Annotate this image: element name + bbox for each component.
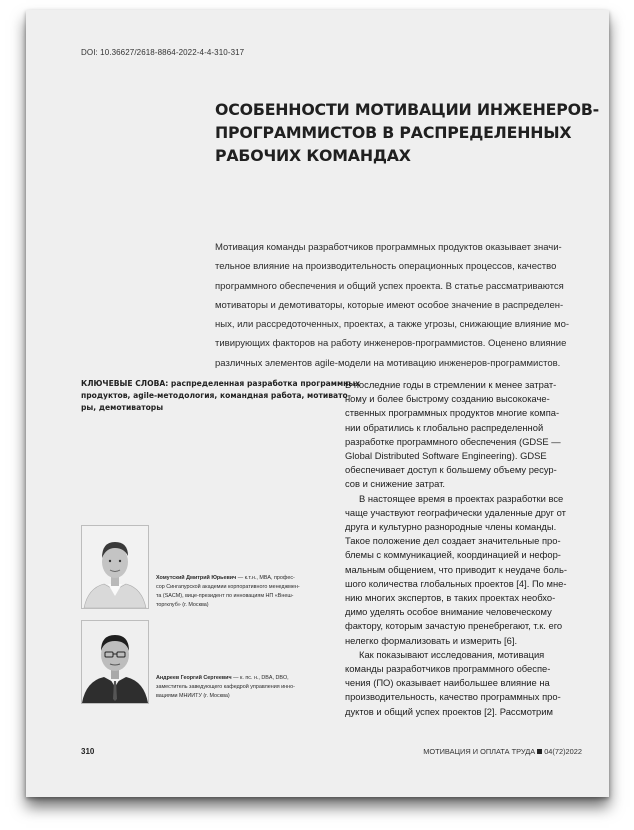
- page-number: 310: [81, 747, 95, 756]
- body-line: чения (ПО) оказывает наибольшее влияние на: [345, 677, 550, 689]
- body-line: В последние годы в стремлении к менее затрат-: [345, 379, 557, 390]
- abstract-line: мотиваторы и демотиваторы, которые имеют особое значение в распределен-: [215, 299, 564, 311]
- body-line: команды разработчиков программного обеспе-: [345, 663, 551, 675]
- author-photo: [81, 620, 149, 704]
- abstract: [215, 238, 585, 373]
- abstract-line: программного обеспечения и общий успех проекта. В статье рассматриваются: [215, 280, 564, 292]
- body-line: сов и снижение затрат.: [345, 478, 445, 490]
- journal-name: МОТИВАЦИЯ И ОПЛАТА ТРУДА: [423, 747, 536, 756]
- body-line: разработке программного обеспечения (GDSE —: [345, 435, 561, 447]
- body-line: дуктов и общий успех проектов [2]. Рассмотрим: [345, 705, 553, 717]
- author-detail: та (SACM), вице-президент по инновациям НП «Внеш-: [156, 593, 294, 599]
- author-name: Андреев Георгий Сергеевич: [156, 675, 232, 681]
- body-line: Как показывают исследования, мотивация: [359, 648, 545, 660]
- body-line: Global Distributed Software Engineering). GDSE: [345, 450, 547, 462]
- body-line: обеспечивает доступ к большему объему ресур-: [345, 464, 557, 476]
- body-line: нелегко формализовать и измерить [6].: [345, 634, 518, 646]
- author-portrait-icon: [82, 621, 148, 703]
- author-name: Хомутский Дмитрий Юрьевич: [156, 575, 237, 581]
- body-line: чаще участвуют географически удаленные друг от: [345, 506, 566, 518]
- title-line: ОСОБЕННОСТИ МОТИВАЦИИ ИНЖЕНЕРОВ-: [215, 100, 600, 119]
- doi: DOI: 10.36627/2618-8864-2022-4-4-310-317: [81, 48, 245, 57]
- square-icon: [537, 749, 542, 754]
- body-line: нии обратились к глобально распределенной: [345, 421, 544, 433]
- author-info: [156, 674, 336, 701]
- body-line: производительность, качество программных про-: [345, 691, 561, 703]
- abstract-line: тивирующих факторов на работу инженеров-программистов. Оценено влияние: [215, 338, 567, 350]
- body-line: фактору, которым зачастую пренебрегают, т.к. его: [345, 620, 563, 632]
- journal-page: [26, 10, 609, 797]
- body-line: ственных программных продуктов многие компа-: [345, 407, 560, 419]
- article-title: [215, 98, 600, 167]
- body-line: нию многих экспертов, в таких проектах необхо-: [345, 592, 556, 604]
- author-detail: вациями МНИИТУ (г. Москва): [156, 693, 230, 699]
- author-detail: заместитель заведующего кафедрой управления инно-: [156, 684, 295, 690]
- keywords-line: КЛЮЧЕВЫЕ СЛОВА: распределенная разработка программных: [81, 379, 361, 388]
- author-detail: — к. пс. н., DBA, DBO,: [231, 675, 289, 681]
- body-line: ному и более быстрому созданию высококаче-: [345, 393, 550, 405]
- body-line: В настоящее время в проектах разработки все: [359, 492, 564, 504]
- body-text: [345, 378, 595, 719]
- body-line: димо уделять особое внимание человеческому: [345, 606, 552, 618]
- author-photo: [81, 525, 149, 609]
- journal-issue: 04(72)2022: [544, 747, 582, 756]
- body-line: мальным общением, что приводит к неудаче боль-: [345, 563, 567, 575]
- abstract-line: ных, или рассредоточенных, проектах, а также угрозы, снижающие влияние мо-: [215, 319, 570, 331]
- body-line: блемы с коммуникацией, координацией и нефор-: [345, 549, 561, 561]
- abstract-line: различных элементов agile-модели на мотивацию инженеров-программистов.: [215, 357, 561, 369]
- body-line: друга и культурно разнородные члены команды.: [345, 521, 557, 533]
- author-portrait-icon: [82, 526, 148, 608]
- body-line: шого количества глобальных проектов [4]. По мне-: [345, 577, 567, 589]
- title-line: ПРОГРАММИСТОВ В РАСПРЕДЕЛЕННЫХ: [215, 123, 572, 142]
- author-detail: — к.т.н., MBA, профес-: [236, 575, 295, 581]
- keywords-line: продуктов, agile-методология, командная работа, мотивато-: [81, 391, 351, 400]
- author-info: [156, 574, 336, 610]
- keywords-line: ры, демотиваторы: [81, 403, 164, 412]
- abstract-line: тельное влияние на производительность операционных процессов, качество: [215, 261, 557, 273]
- body-line: Такое положение дел создает значительные про-: [345, 535, 561, 547]
- abstract-line: Мотивация команды разработчиков программных продуктов оказывает значи-: [215, 242, 562, 253]
- author-detail: сор Сингапурской академии корпоративного менеджмен-: [156, 584, 300, 590]
- author-detail: торгклуб» (г. Москва): [156, 602, 209, 608]
- keywords: [81, 378, 361, 414]
- title-line: РАБОЧИХ КОМАНДАХ: [215, 146, 411, 165]
- journal-footer: [423, 747, 582, 756]
